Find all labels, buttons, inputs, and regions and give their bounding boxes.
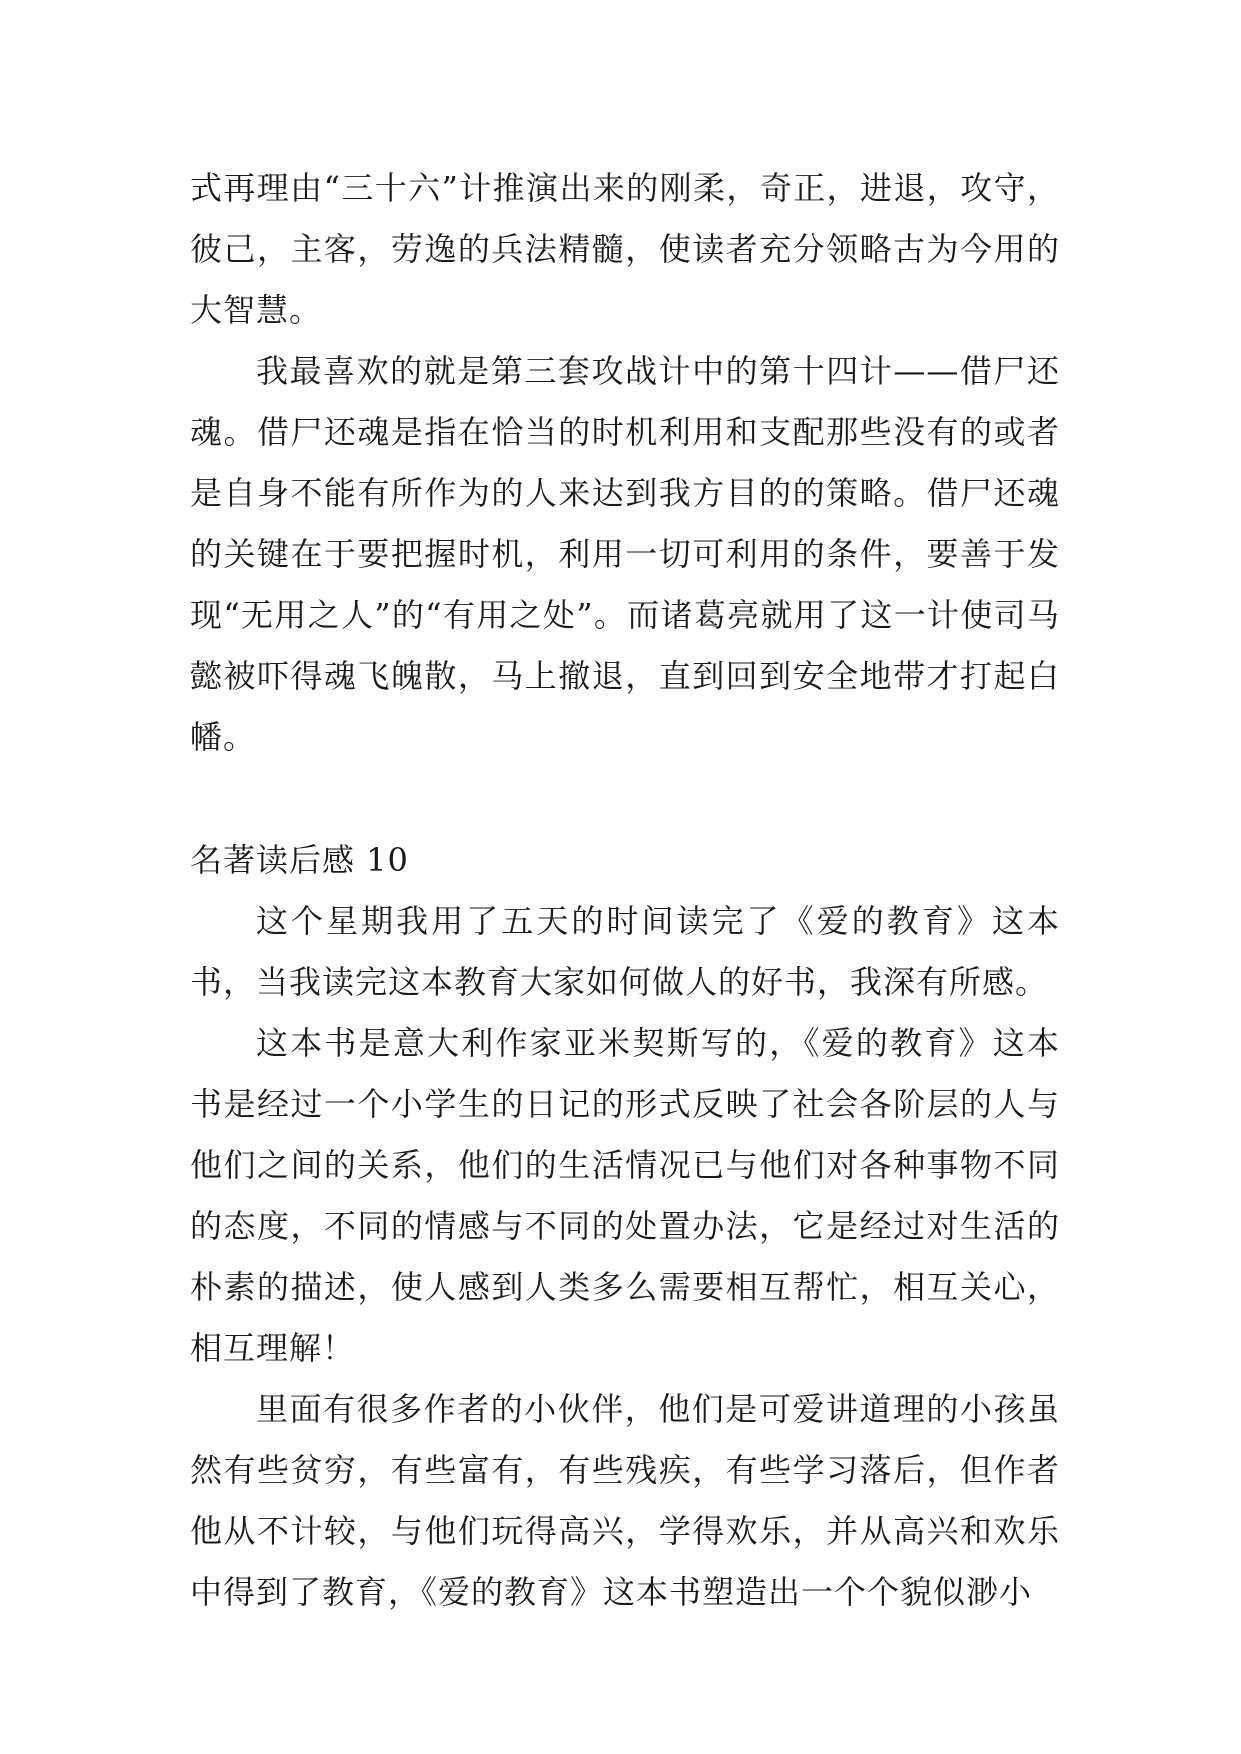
paragraph-book-description: 这本书是意大利作家亚米契斯写的，《爱的教育》这本书是经过一个小学生的日记的形式反映了社会各阶层的人与他们之间的关系，他们的生活情况已与他们对各种事物不同的态度，不同的情感与不同的处置办法，它是经过对生活的朴素的描述，使人感到人类多么需要相互帮忙，相互关心，相互理解！ (190, 1024, 1060, 1367)
document-body (190, 158, 1060, 1623)
section-title: 名著读后感 10 (190, 841, 409, 879)
paragraph-reading-week: 这个星期我用了五天的时间读完了《爱的教育》这本书，当我读完这本教育大家如何做人的好书，我深有所感。 (190, 902, 1060, 1001)
paragraph-intro-continuation: 式再理由“三十六”计推演出来的刚柔，奇正，进退，攻守，彼己，主客，劳逸的兵法精髓，使读者充分领略古为今用的大智慧。 (190, 169, 1060, 329)
paragraph-favorite-strategy: 我最喜欢的就是第三套攻战计中的第十四计——借尸还魂。借尸还魂是指在恰当的时机利用和支配那些没有的或者是自身不能有所作为的人来达到我方目的的策略。借尸还魂的关键在于要把握时机，利用一切可利用的条件，要善于发现“无用之人”的“有用之处”。而诸葛亮就用了这一计使司马懿被吓得魂飞魄散，马上撤退，直到回到安全地带才打起白幡。 (190, 352, 1060, 756)
paragraph-companions: 里面有很多作者的小伙伴，他们是可爱讲道理的小孩虽然有些贫穷，有些富有，有些残疾，有些学习落后，但作者他从不计较，与他们玩得高兴，学得欢乐，并从高兴和欢乐中得到了教育，《爱的教育》这本书塑造出一个个貌似渺小 (190, 1390, 1060, 1611)
